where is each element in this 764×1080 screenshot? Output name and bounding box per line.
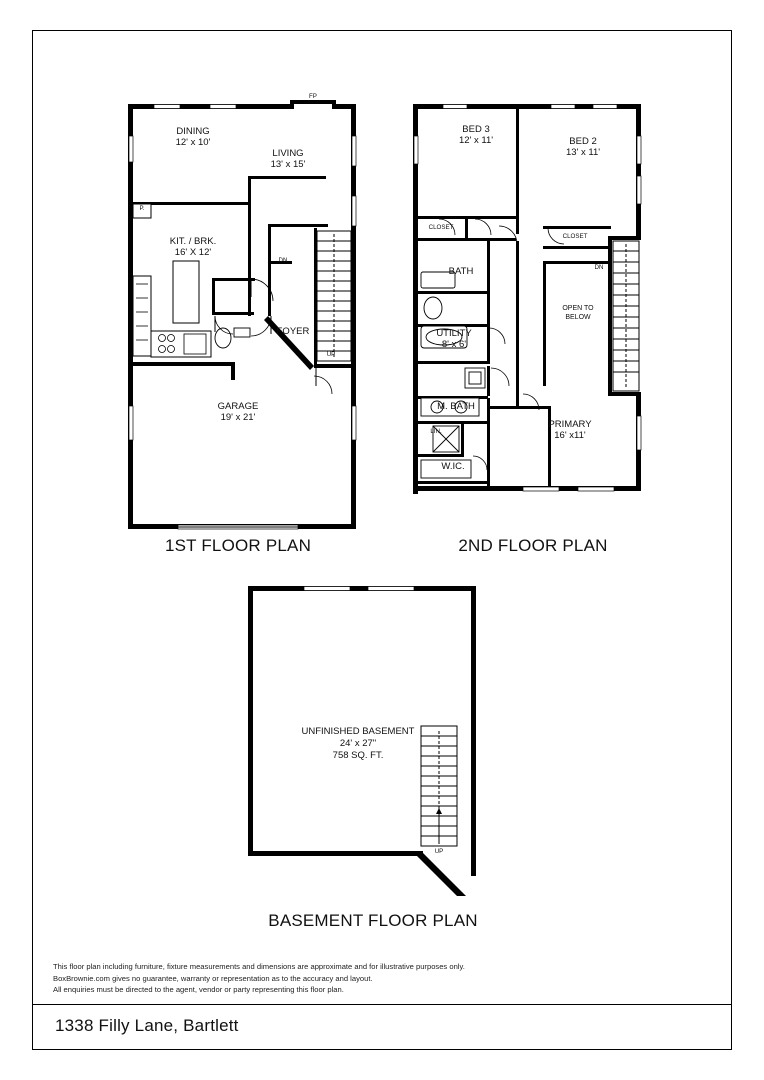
room-label-kitchen: KIT. / BRK. 16' X 12' xyxy=(169,236,217,258)
room-label-foyer: FOYER xyxy=(276,326,310,337)
second-floor-plan xyxy=(403,76,668,546)
marker-stairs-down-2nd: DN xyxy=(594,264,604,271)
footer-divider xyxy=(33,1004,731,1005)
basement-plan xyxy=(238,576,498,896)
room-label-unfinished-basement: UNFINISHED BASEMENT 24' x 27" 758 SQ. FT. xyxy=(301,726,415,761)
marker-stairs-up: UP xyxy=(326,351,336,358)
room-label-bed3: BED 3 12' x 11' xyxy=(458,124,494,146)
marker-pantry: P. xyxy=(139,205,145,212)
room-label-bed2: BED 2 13' x 11' xyxy=(565,136,601,158)
first-floor-plan-title: 1ST FLOOR PLAN xyxy=(164,536,312,555)
property-address: 1338 Filly Lane, Bartlett xyxy=(55,1016,239,1035)
room-label-garage: GARAGE 19' x 21' xyxy=(217,401,259,423)
marker-linen: LIN. xyxy=(430,428,442,435)
second-floor-plan-title: 2ND FLOOR PLAN xyxy=(458,536,608,555)
marker-open-to-below: OPEN TO BELOW xyxy=(562,305,594,321)
first-floor-plan xyxy=(118,76,378,546)
marker-stairs-up-basement: UP xyxy=(434,848,444,855)
basement-plan-title: BASEMENT FLOOR PLAN xyxy=(268,911,478,930)
room-label-living: LIVING 13' x 15' xyxy=(270,148,306,170)
marker-fireplace: FP xyxy=(309,93,317,100)
room-label-bath: BATH xyxy=(448,266,474,277)
room-label-master-bath: M. BATH xyxy=(437,401,475,412)
disclaimer-line-2: BoxBrownie.com gives no guarantee, warranty or representation as to the accuracy and layout. xyxy=(53,973,373,983)
disclaimer-line-1: This floor plan including furniture, fixture measurements and dimensions are approximate and for illustrative purposes only. xyxy=(53,962,465,971)
disclaimer-line-3: All enquiries must be directed to the agent, vendor or party representing this floor plan. xyxy=(53,985,344,994)
room-label-walk-in-closet: W.IC. xyxy=(441,461,465,472)
marker-stairs-down: DN xyxy=(278,257,288,264)
floor-plan-sheet xyxy=(32,30,732,1050)
disclaimer xyxy=(53,961,673,996)
marker-closet-left: CLOSET xyxy=(428,224,454,231)
room-label-utility: UTILITY 8' x 6' xyxy=(436,328,472,350)
marker-closet-right: CLOSET xyxy=(562,233,588,240)
room-label-dining: DINING 12' x 10' xyxy=(175,126,211,148)
room-label-primary: PRIMARY 16' x11' xyxy=(548,419,592,441)
